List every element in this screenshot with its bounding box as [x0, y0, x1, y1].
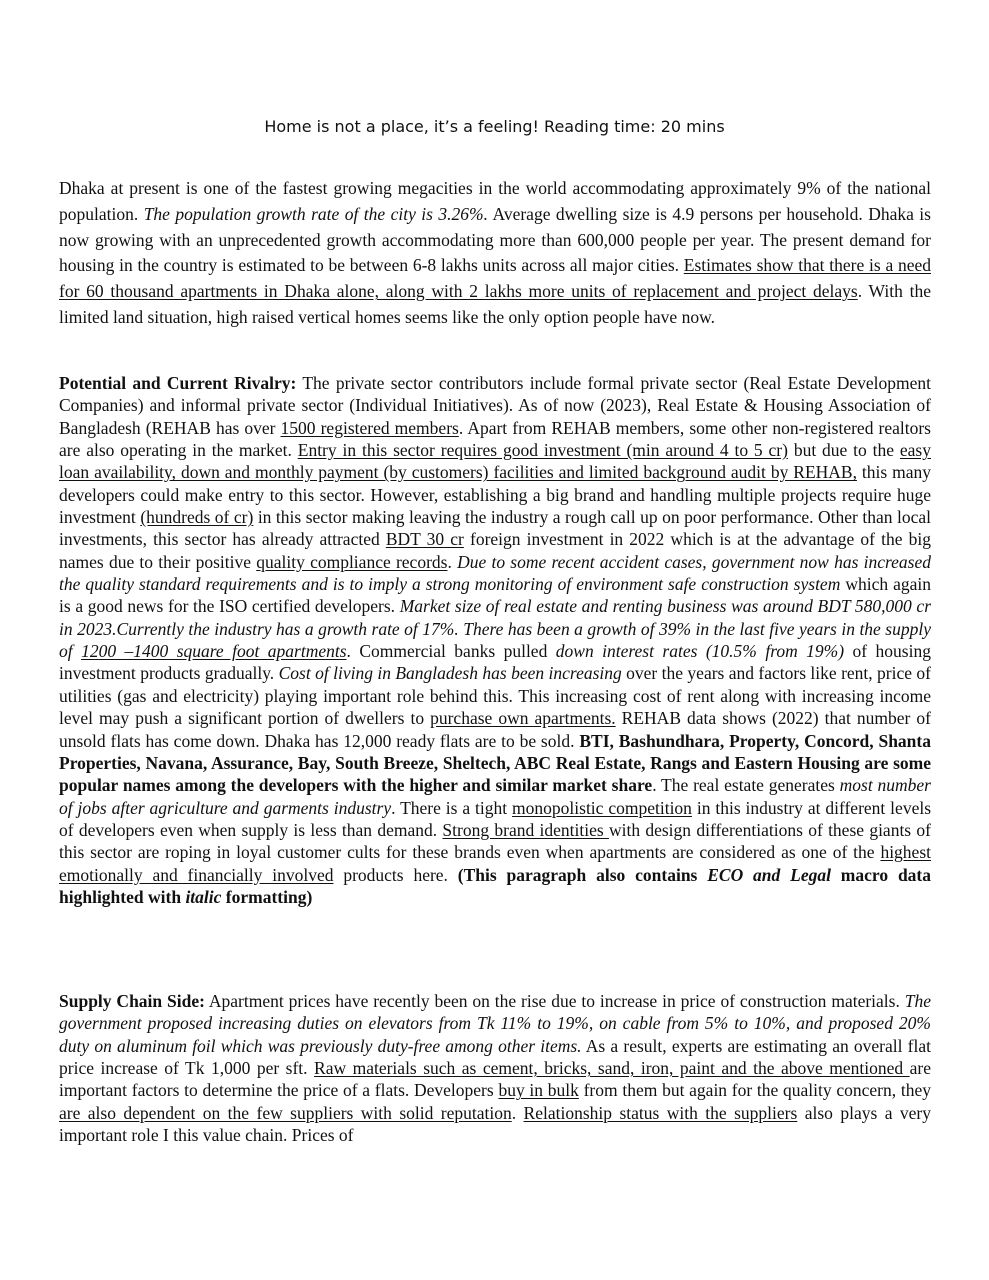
text-run: The population growth rate of the city is 3.26%.: [143, 203, 489, 224]
text-run: buy in bulk: [498, 1080, 579, 1101]
text-run: most number of jobs after agriculture and garments industry: [59, 775, 931, 818]
text-run: BTI, Bashundhara, Property, Concord, Shanta Properties, Navana, Assurance, Bay, South Breeze, Sheltech, ABC Real Estate, Rangs and Eastern Housing are some popular names among the developers with the higher and similar market share: [59, 730, 931, 796]
text-run: 1500 registered members: [280, 417, 459, 438]
text-run: (hundreds of cr): [140, 507, 254, 528]
text-run: . With the limited land situation, high raised vertical homes seems like the only option people have now.: [59, 281, 931, 327]
text-run: also plays a very important role I this value chain. Prices of: [59, 1102, 931, 1146]
text-run: . The real estate generates: [652, 775, 840, 796]
text-run: . Commercial banks pulled: [346, 641, 556, 662]
text-run: As a result, experts are estimating an overall flat price increase of Tk 1,000 per sft.: [59, 1035, 932, 1079]
text-run: (This paragraph also contains: [457, 864, 708, 885]
text-run: products here.: [333, 864, 458, 885]
text-run: The government proposed increasing duties on elevators from Tk 11% to 19%, on cable from 5% to 10%, and proposed 20% duty on aluminum foil which was previously duty-free among other items.: [59, 991, 931, 1056]
text-run: are important factors to determine the price of a flats. Developers: [59, 1058, 931, 1101]
text-run: Relationship status with the suppliers: [523, 1102, 798, 1123]
text-run: Cost of living in Bangladesh has been increasing: [278, 663, 622, 684]
text-run: italic: [185, 886, 222, 907]
text-run: down interest rates (10.5% from 19%): [555, 641, 845, 662]
text-run: .: [447, 551, 458, 572]
supply-chain-paragraph: [59, 990, 931, 1146]
text-run: but due to the: [787, 440, 900, 461]
text-run: 1200 –1400 square foot apartments: [81, 641, 347, 662]
text-run: Strong brand identities: [442, 819, 609, 840]
text-run: Dhaka at present is one of the fastest growing megacities in the world accommodating approximately 9% of the national population.: [59, 178, 931, 224]
text-run: BDT 30 cr: [385, 529, 464, 550]
text-run: easy loan availability, down and monthly payment (by customers) facilities and limited background audit by REHAB,: [59, 440, 931, 483]
rivalry-paragraph: [59, 372, 931, 908]
text-run: formatting): [221, 886, 313, 907]
text-run: . There is a tight: [391, 797, 513, 818]
text-run: monopolistic competition: [512, 797, 692, 818]
text-run: this many developers could make entry to this sector. However, establishing a big brand and handling multiple projects require huge investment: [59, 462, 931, 528]
text-run: Estimates show that there is a need for 60 thousand apartments in Dhaka alone, along with 2 lakhs more units of replacement and project delays: [59, 255, 931, 302]
text-run: Average dwelling size is 4.9 persons per household. Dhaka is now growing with an unprecedented growth accommodating more than 600,000 people per year. The present demand for housing in the country is estimated to be between 6-8 lakhs units across all major cities.: [59, 203, 931, 276]
text-run: purchase own apartments.: [430, 708, 616, 729]
text-run: in this sector making leaving the industry a rough call up on poor performance. Other than local investments, this sector has already attracted: [59, 507, 932, 550]
intro-paragraph: [59, 176, 931, 331]
text-run: Market size of real estate and renting business was around BDT 580,000 cr in 2023.Currently the industry has a growth rate of 17%. There has been a growth of 39% in the last five years in the supply of: [59, 596, 932, 662]
text-run: are also dependent on the few suppliers with solid reputation: [59, 1102, 512, 1123]
text-run: which again is a good news for the ISO certified developers.: [59, 574, 931, 617]
text-run: .: [511, 1102, 524, 1123]
text-run: in this industry at different levels of developers even when supply is less than demand.: [59, 797, 932, 840]
text-run: Raw materials such as cement, bricks, sand, iron, paint and the above mentioned: [314, 1058, 910, 1079]
text-run: quality compliance records: [256, 551, 448, 572]
text-run: with design differentiations of these giants of this sector are roping in loyal customer cults for these brands even when apartments are considered as one of the: [59, 819, 931, 863]
text-run: macro data highlighted with: [59, 864, 932, 907]
text-run: from them but again for the quality concern, they: [578, 1080, 931, 1101]
text-run: Apartment prices have recently been on the rise due to increase in price of construction materials.: [204, 991, 905, 1011]
text-run: of housing investment products gradually.: [59, 641, 931, 684]
text-run: . Apart from REHAB members, some other non-registered realtors are also operating in the market.: [59, 417, 931, 461]
text-run: Supply Chain Side:: [59, 991, 205, 1011]
text-run: Entry in this sector requires good investment (min around 4 to 5 cr): [297, 440, 788, 461]
text-run: highest emotionally and financially involved: [59, 842, 931, 885]
text-run: over the years and factors like rent, price of utilities (gas and electricity) playing important role behind this. This increasing cost of rent along with increasing income level may push a significant portion of dwellers to: [59, 663, 931, 729]
text-run: ECO and Legal: [707, 864, 831, 885]
text-run: The private sector contributors include formal private sector (Real Estate Development Companies) and informal private sector (Individual Initiatives). As of now (2023), Real Estate & Housing Association of Bangladesh (REHAB has over: [59, 373, 931, 438]
text-run: REHAB data shows (2022) that number of unsold flats has come down. Dhaka has 12,000 ready flats are to be sold.: [59, 708, 931, 751]
text-run: Due to some recent accident cases, government now has increased the quality standard requirements and is to imply a strong monitoring of environment safe construction system: [59, 551, 931, 595]
document-title: Home is not a place, it’s a feeling! Reading time: 20 mins: [264, 117, 725, 136]
text-run: Potential and Current Rivalry:: [59, 373, 297, 393]
text-run: foreign investment in 2022 which is at the advantage of the big names due to their positive: [59, 529, 931, 572]
